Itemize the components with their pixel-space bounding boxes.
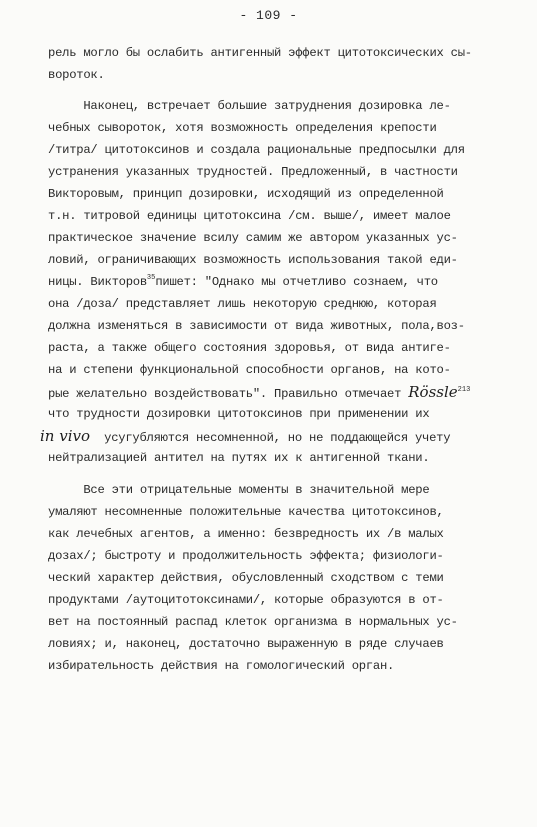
text-line: ловий, ограничивающих возможность использования такой еди-: [48, 253, 458, 267]
footnote-reference: 213: [457, 386, 471, 394]
text-line: продуктами /аутоцитотоксинами/, которые образуются в от-: [48, 593, 444, 607]
text-line: рель могло бы ослабить антигенный эффект цитотоксических сы-: [48, 46, 472, 60]
text-line: раста, а также общего состояния здоровья, от вида антиге-: [48, 341, 451, 355]
text-line: ческий характер действия, обусловленный сходством с теми: [48, 571, 444, 585]
text-line: вороток.: [48, 68, 105, 82]
footnote-reference: 35: [146, 274, 156, 282]
text-line: Все эти отрицательные моменты в значительной мере: [48, 483, 430, 497]
text-line: вет на постоянный распад клеток организма в нормальных ус-: [48, 615, 458, 629]
text-line-with-handwritten-term: [40, 428, 450, 446]
text-line: дозах/; быстроту и продолжительность эффекта; физиологи-: [48, 549, 444, 563]
text-line: как лечебных агентов, а именно: безвредность их /в малых: [48, 527, 444, 541]
text-line: чебных сывороток, хотя возможность определения крепости: [48, 121, 437, 135]
text-line: что трудности дозировки цитотоксинов при применении их: [48, 407, 430, 421]
text-line: умаляют несомненные положительные качества цитотоксинов,: [48, 505, 444, 519]
text-segment: рые желательно воздействовать". Правильно отмечает: [48, 387, 402, 401]
text-segment: усугубляются несомненной, но не поддающейся учету: [104, 431, 451, 445]
page-number: - 109 -: [239, 8, 298, 23]
text-line: она /доза/ представляет лишь некоторую среднюю, которая: [48, 297, 437, 311]
text-line: нейтрализацией антител на путях их к антигенной ткани.: [48, 451, 430, 465]
text-line-with-reference: [48, 274, 438, 292]
handwritten-author-name: Rössle: [408, 383, 458, 401]
text-line: на и степени функциональной способности органов, на кото-: [48, 363, 451, 377]
text-line: Наконец, встречает большие затруднения дозировка ле-: [48, 99, 451, 113]
text-line: избирательность действия на гомологический орган.: [48, 659, 395, 673]
text-line: ловиях; и, наконец, достаточно выраженную в ряде случаев: [48, 637, 444, 651]
text-line: Викторовым, принцип дозировки, исходящий из определенной: [48, 187, 444, 201]
text-line-with-handwritten-name: [48, 384, 470, 404]
text-line: /титра/ цитотоксинов и создала рациональные предпосылки для: [48, 143, 465, 157]
text-line: должна изменяться в зависимости от вида животных, пола,воз-: [48, 319, 465, 333]
text-line: устранения указанных трудностей. Предложенный, в частности: [48, 165, 458, 179]
text-line: практическое значение всилу самим же автором указанных ус-: [48, 231, 458, 245]
viktorov-text: ницы. Викторов: [48, 275, 147, 289]
handwritten-in-vivo: in vivo: [40, 427, 91, 445]
viktorov-quote-start: пишет: "Однако мы отчетливо сознаем, что: [155, 275, 438, 289]
text-line: т.н. титровой единицы цитотоксина /см. выше/, имеет малое: [48, 209, 451, 223]
